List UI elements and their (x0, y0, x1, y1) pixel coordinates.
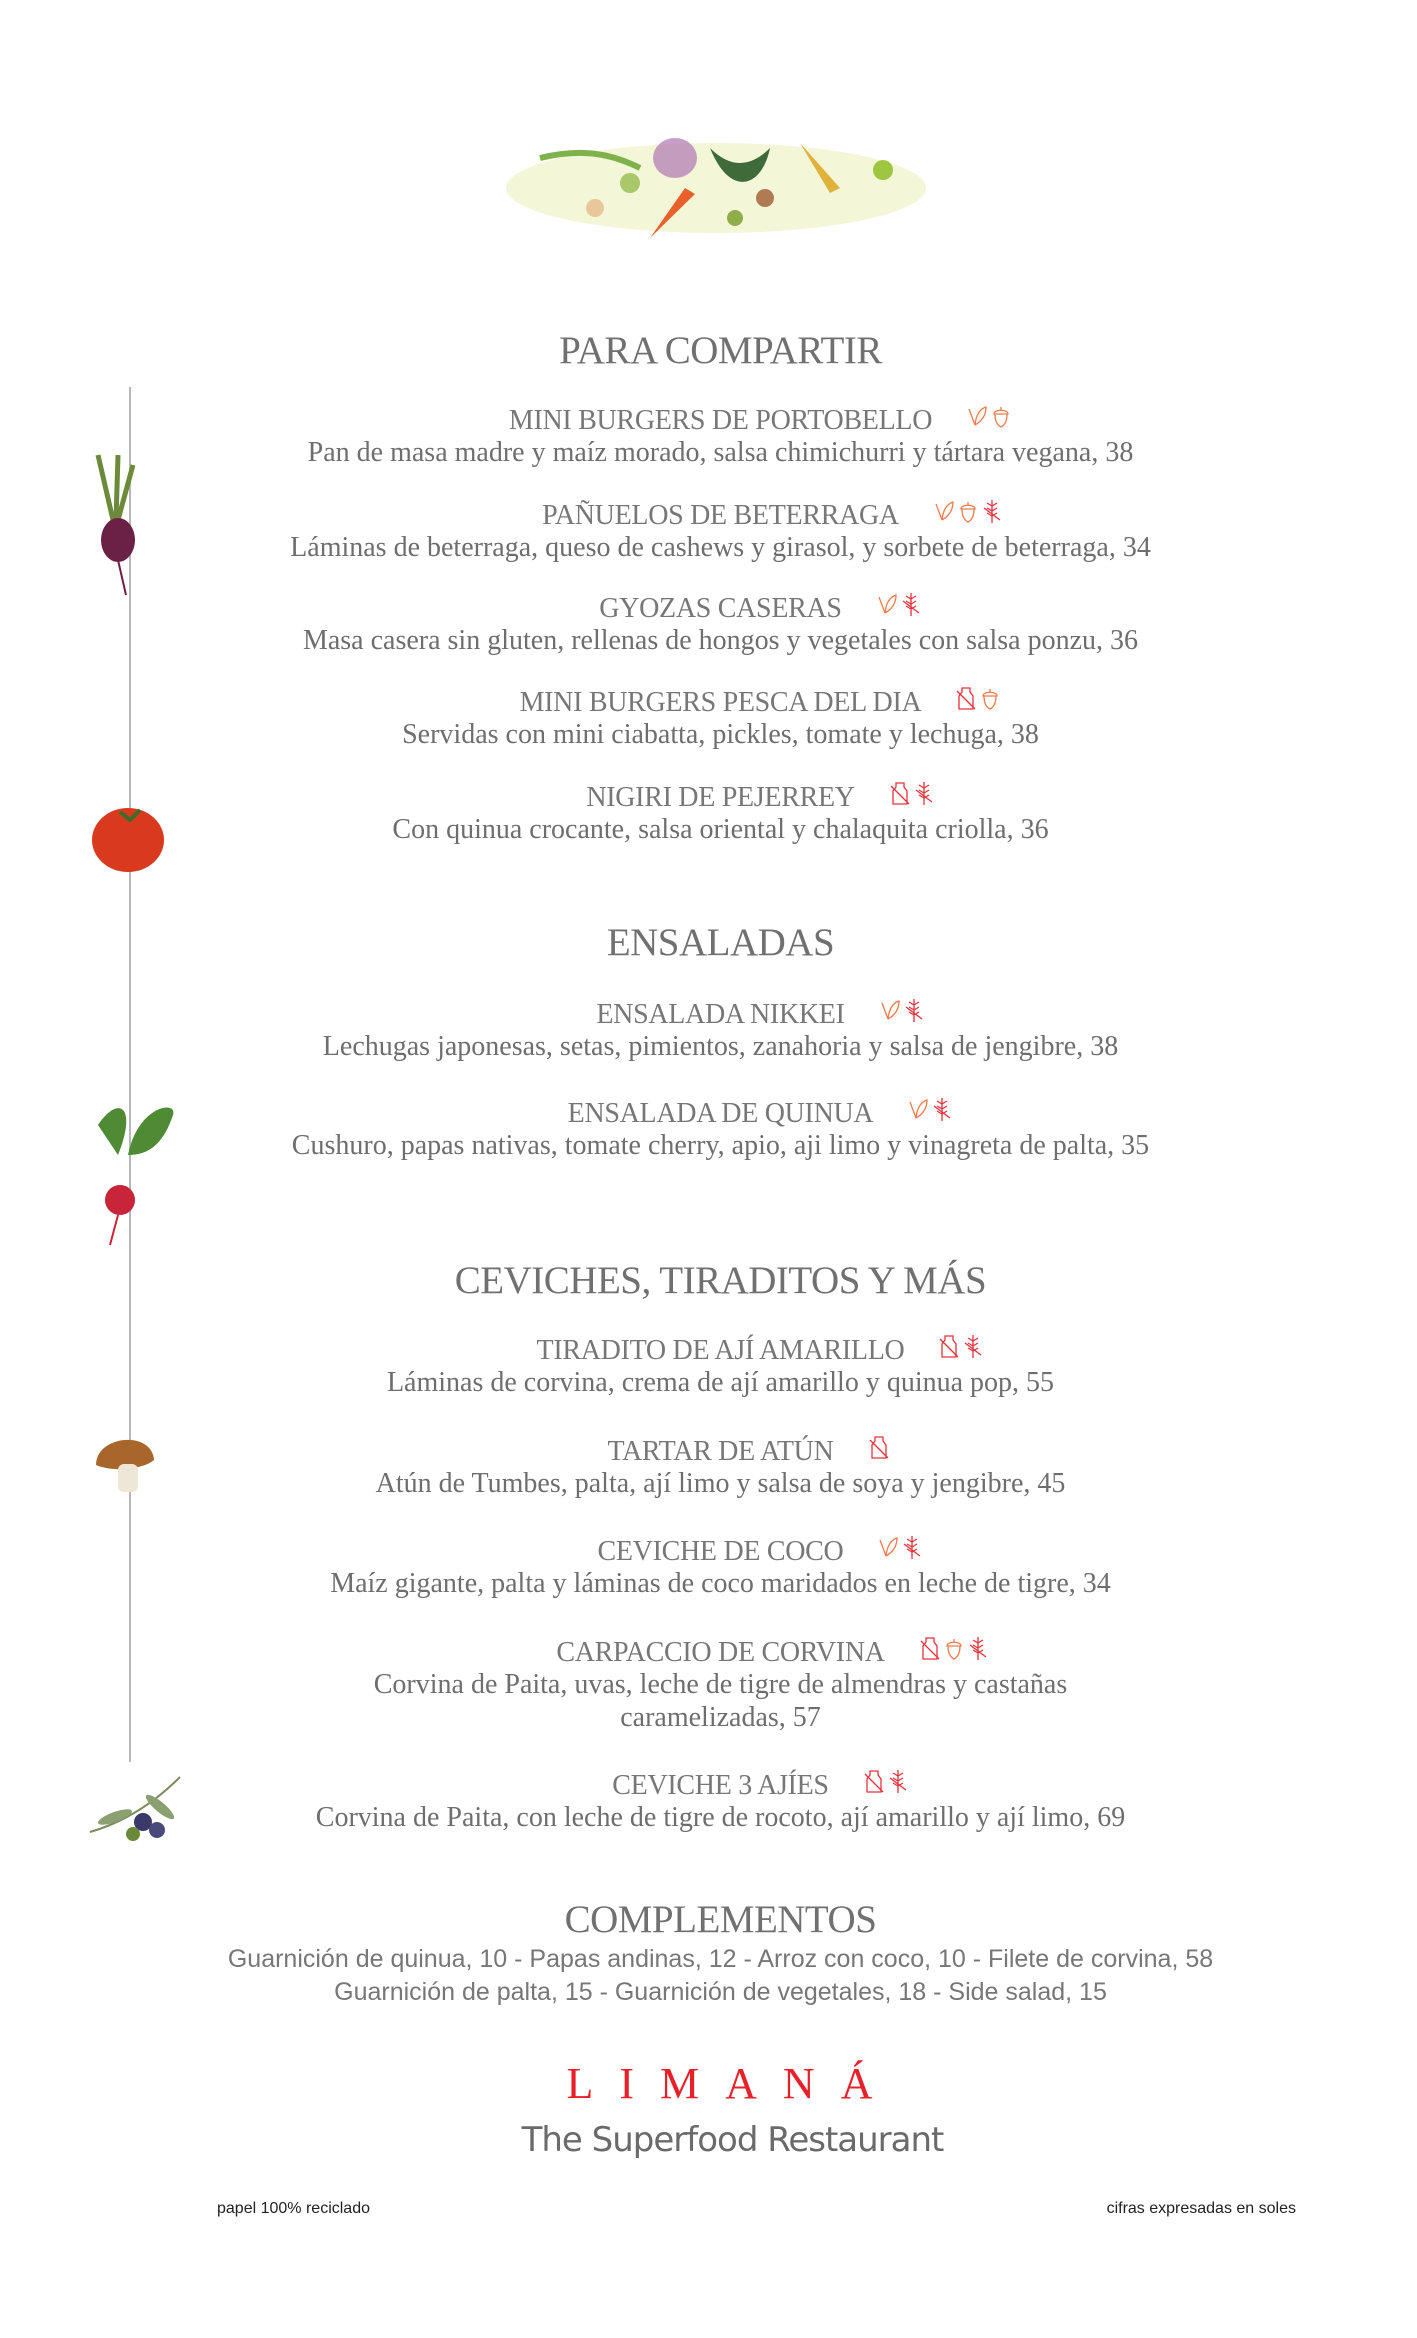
item-name: MINI BURGERS DE PORTOBELLO (508, 405, 933, 436)
footer-currency-note: cifras expresadas en soles (1106, 2200, 1296, 2217)
section-title-ensaladas: ENSALADAS (606, 921, 835, 964)
item-name: TARTAR DE ATÚN (607, 1436, 834, 1467)
item-name: PAÑUELOS DE BETERRAGA (542, 500, 899, 531)
item-description: Pan de masa madre y maíz morado, salsa chimichurri y tártara vegana, 38 (307, 437, 1134, 468)
menu-item (0, 1637, 1417, 1735)
vegan-leaf-icon (877, 1534, 899, 1560)
menu-item (0, 1770, 1417, 1835)
header-vegetables-illustration (500, 128, 932, 253)
item-description: Corvina de Paita, uvas, leche de tigre de almendras y castañas (373, 1669, 1068, 1700)
gluten-free-wheat-icon (903, 997, 925, 1023)
item-description: Atún de Tumbes, palta, ají limo y salsa de soya y jengibre, 45 (375, 1468, 1066, 1499)
complementos-line-2: Guarnición de palta, 15 - Guarnición de vegetales, 18 - Side salad, 15 (334, 1978, 1107, 2006)
menu-item (0, 687, 1417, 752)
item-description: Con quinua crocante, salsa oriental y chalaquita criolla, 36 (392, 814, 1049, 845)
nuts-acorn-icon (990, 403, 1012, 429)
menu-item (0, 999, 1417, 1064)
menu-item (0, 1098, 1417, 1163)
item-name: CARPACCIO DE CORVINA (556, 1637, 885, 1668)
dairy-free-icon (863, 1768, 885, 1794)
item-description: Masa casera sin gluten, rellenas de hongos y vegetales con salsa ponzu, 36 (302, 625, 1139, 656)
menu-item (0, 782, 1417, 847)
dairy-free-icon (938, 1333, 960, 1359)
item-description: Corvina de Paita, con leche de tigre de rocoto, ají amarillo y ají limo, 69 (315, 1802, 1126, 1833)
brand-tagline: The Superfood Restaurant (521, 2120, 944, 2160)
nuts-acorn-icon (943, 1635, 965, 1661)
item-name: ENSALADA DE QUINUA (567, 1098, 874, 1129)
item-name: ENSALADA NIKKEI (596, 999, 845, 1030)
item-description: Lechugas japonesas, setas, pimientos, zanahoria y salsa de jengibre, 38 (322, 1031, 1119, 1062)
item-name: TIRADITO DE AJÍ AMARILLO (536, 1335, 905, 1366)
menu-item (0, 1436, 1417, 1501)
gluten-free-wheat-icon (931, 1096, 953, 1122)
dairy-free-icon (955, 685, 977, 711)
menu-item (0, 593, 1417, 658)
vegan-leaf-icon (879, 997, 901, 1023)
dairy-free-icon (889, 780, 911, 806)
menu-item (0, 405, 1417, 470)
section-title-ceviches: CEVICHES, TIRADITOS Y MÁS (454, 1259, 987, 1302)
vegan-leaf-icon (933, 498, 955, 524)
dairy-free-icon (919, 1635, 941, 1661)
gluten-free-wheat-icon (900, 591, 922, 617)
gluten-free-wheat-icon (981, 498, 1003, 524)
vegan-leaf-icon (876, 591, 898, 617)
item-name: CEVICHE DE COCO (597, 1536, 844, 1567)
nuts-acorn-icon (979, 685, 1001, 711)
section-title-complementos: COMPLEMENTOS (564, 1898, 877, 1941)
item-name: GYOZAS CASERAS (599, 593, 842, 624)
item-description: Maíz gigante, palta y láminas de coco maridados en leche de tigre, 34 (330, 1568, 1111, 1599)
item-name: MINI BURGERS PESCA DEL DIA (519, 687, 922, 718)
gluten-free-wheat-icon (962, 1333, 984, 1359)
item-description: Cushuro, papas nativas, tomate cherry, apio, aji limo y vinagreta de palta, 35 (291, 1130, 1150, 1161)
dairy-free-icon (868, 1434, 890, 1460)
item-description-continued: caramelizadas, 57 (620, 1702, 821, 1733)
menu-item (0, 500, 1417, 565)
gluten-free-wheat-icon (901, 1534, 923, 1560)
item-description: Láminas de corvina, crema de ají amarillo y quinua pop, 55 (386, 1367, 1055, 1398)
item-description: Servidas con mini ciabatta, pickles, tomate y lechuga, 38 (402, 719, 1039, 750)
menu-item (0, 1536, 1417, 1601)
vegan-leaf-icon (966, 403, 988, 429)
vegan-leaf-icon (907, 1096, 929, 1122)
menu-item (0, 1335, 1417, 1400)
section-title-para-compartir: PARA COMPARTIR (559, 329, 882, 372)
gluten-free-wheat-icon (967, 1635, 989, 1661)
item-name: NIGIRI DE PEJERREY (586, 782, 855, 813)
item-name: CEVICHE 3 AJÍES (612, 1770, 829, 1801)
item-description: Láminas de beterraga, queso de cashews y girasol, y sorbete de beterraga, 34 (290, 532, 1151, 563)
gluten-free-wheat-icon (887, 1768, 909, 1794)
complementos-line-1: Guarnición de quinua, 10 - Papas andinas, 12 - Arroz con coco, 10 - Filete de corvina, 58 (227, 1945, 1214, 1973)
footer-recycled-note: papel 100% reciclado (217, 2200, 370, 2217)
limana-logo: LIMANÁ (566, 2059, 899, 2108)
gluten-free-wheat-icon (913, 780, 935, 806)
nuts-acorn-icon (957, 498, 979, 524)
